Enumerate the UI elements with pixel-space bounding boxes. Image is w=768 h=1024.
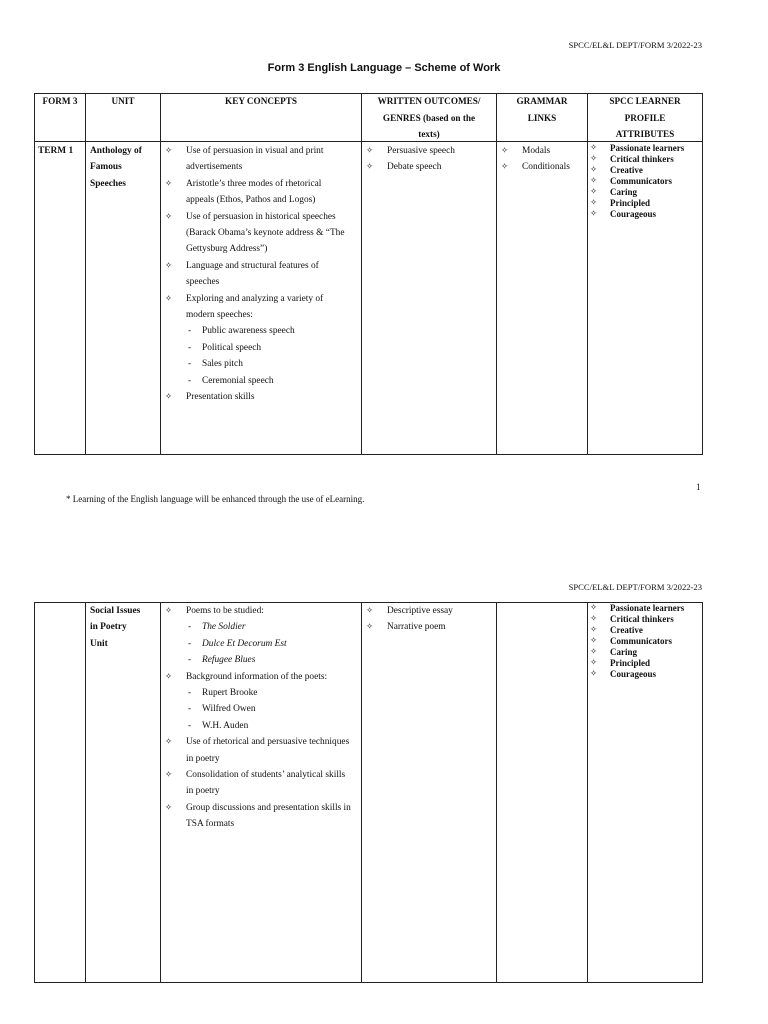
list-item: ✧ Conditionals (497, 159, 587, 175)
table-border (85, 93, 86, 455)
key-concepts-list (161, 603, 361, 833)
list-item: ✧ Use of rhetorical and persuasive techniques in poetry (161, 734, 361, 767)
written-outcomes-list (362, 143, 496, 176)
list-item: ✧ Principled (588, 198, 702, 209)
header-unit: UNIT (111, 96, 135, 106)
table-border (34, 454, 703, 455)
list-item: ✧ Aristotle’s three modes of rhetorical appeals (Ethos, Pathos and Logos) (161, 176, 361, 209)
list-item: ✧ Consolidation of students’ analytical skills in poetry (161, 767, 361, 800)
table-border (361, 602, 362, 983)
list-item: ✧ Modals (497, 143, 587, 159)
list-item: ✧ Critical thinkers (588, 614, 702, 625)
list-item: ✧ Descriptive essay (362, 603, 496, 619)
list-item: ✧ Narrative poem (362, 619, 496, 635)
list-item: ✧ Caring (588, 187, 702, 198)
header-grammar-links: GRAMMAR LINKS (516, 96, 568, 123)
poem-title: - Refugee Blues (186, 652, 361, 668)
learner-attributes-list (588, 603, 702, 680)
list-item: ✧ Presentation skills (161, 389, 361, 405)
list-item: ✧ Creative (588, 165, 702, 176)
list-item: ✧ Group discussions and presentation skills in TSA formats (161, 800, 361, 833)
page-title: Form 3 English Language – Scheme of Work (267, 62, 501, 74)
sub-item: - Ceremonial speech (186, 373, 361, 389)
document-reference: SPCC/EL&L DEPT/FORM 3/2022-23 (568, 40, 702, 50)
list-item: ✧ Courageous (588, 669, 702, 680)
document-reference: SPCC/EL&L DEPT/FORM 3/2022-23 (568, 582, 702, 592)
key-concepts-list (161, 143, 361, 406)
list-item: ✧ Critical thinkers (588, 154, 702, 165)
poet-name: - Rupert Brooke (186, 685, 361, 701)
term-label: TERM 1 (38, 146, 74, 156)
list-item: ✧ Use of persuasion in historical speeches (Barack Obama’s keynote address & “The Gettysburg Address”) (161, 209, 361, 258)
table-border (702, 602, 703, 983)
list-item: ✧ Caring (588, 647, 702, 658)
table-border (34, 602, 35, 983)
list-item: ✧ Courageous (588, 209, 702, 220)
learner-attributes-list (588, 143, 702, 220)
unit-name: Social Issues in Poetry Unit (90, 606, 141, 649)
table-border (702, 93, 703, 455)
list-item: ✧ Passionate learners (588, 603, 702, 614)
footnote: * Learning of the English language will be enhanced through the use of eLearning. (66, 494, 365, 504)
header-form: FORM 3 (42, 96, 78, 106)
list-item: ✧ Background information of the poets: - Rupert Brooke - Wilfred Owen - W.H. Auden (161, 669, 361, 735)
sub-item: - Sales pitch (186, 356, 361, 372)
header-written-outcomes: WRITTEN OUTCOMES/ GENRES (based on the texts) (377, 96, 481, 139)
table-border (496, 602, 497, 983)
sub-item: - Political speech (186, 340, 361, 356)
poet-name: - W.H. Auden (186, 718, 361, 734)
table-border (34, 982, 703, 983)
header-learner-attributes: SPCC LEARNER PROFILE ATTRIBUTES (609, 96, 681, 139)
page-number: 1 (696, 482, 701, 492)
list-item: ✧ Principled (588, 658, 702, 669)
list-item: ✧ Use of persuasion in visual and print advertisements (161, 143, 361, 176)
list-item: ✧ Language and structural features of speeches (161, 258, 361, 291)
table-border (34, 93, 35, 455)
list-item: ✧ Debate speech (362, 159, 496, 175)
list-item: ✧ Communicators (588, 176, 702, 187)
sub-item: - Public awareness speech (186, 323, 361, 339)
list-item: ✧ Exploring and analyzing a variety of modern speeches: - Public awareness speech - Political speech - Sales pitch - Ceremonial speech (161, 291, 361, 389)
list-item: ✧ Persuasive speech (362, 143, 496, 159)
grammar-links-list (497, 143, 587, 176)
list-item: ✧ Poems to be studied: - The Soldier - Dulce Et Decorum Est - Refugee Blues (161, 603, 361, 669)
poet-name: - Wilfred Owen (186, 701, 361, 717)
poem-title: - Dulce Et Decorum Est (186, 636, 361, 652)
header-key-concepts: KEY CONCEPTS (225, 96, 297, 106)
list-item: ✧ Passionate learners (588, 143, 702, 154)
table-border (85, 602, 86, 983)
list-item: ✧ Communicators (588, 636, 702, 647)
poem-title: - The Soldier (186, 619, 361, 635)
list-item: ✧ Creative (588, 625, 702, 636)
written-outcomes-list (362, 603, 496, 636)
unit-name: Anthology of Famous Speeches (90, 146, 142, 189)
